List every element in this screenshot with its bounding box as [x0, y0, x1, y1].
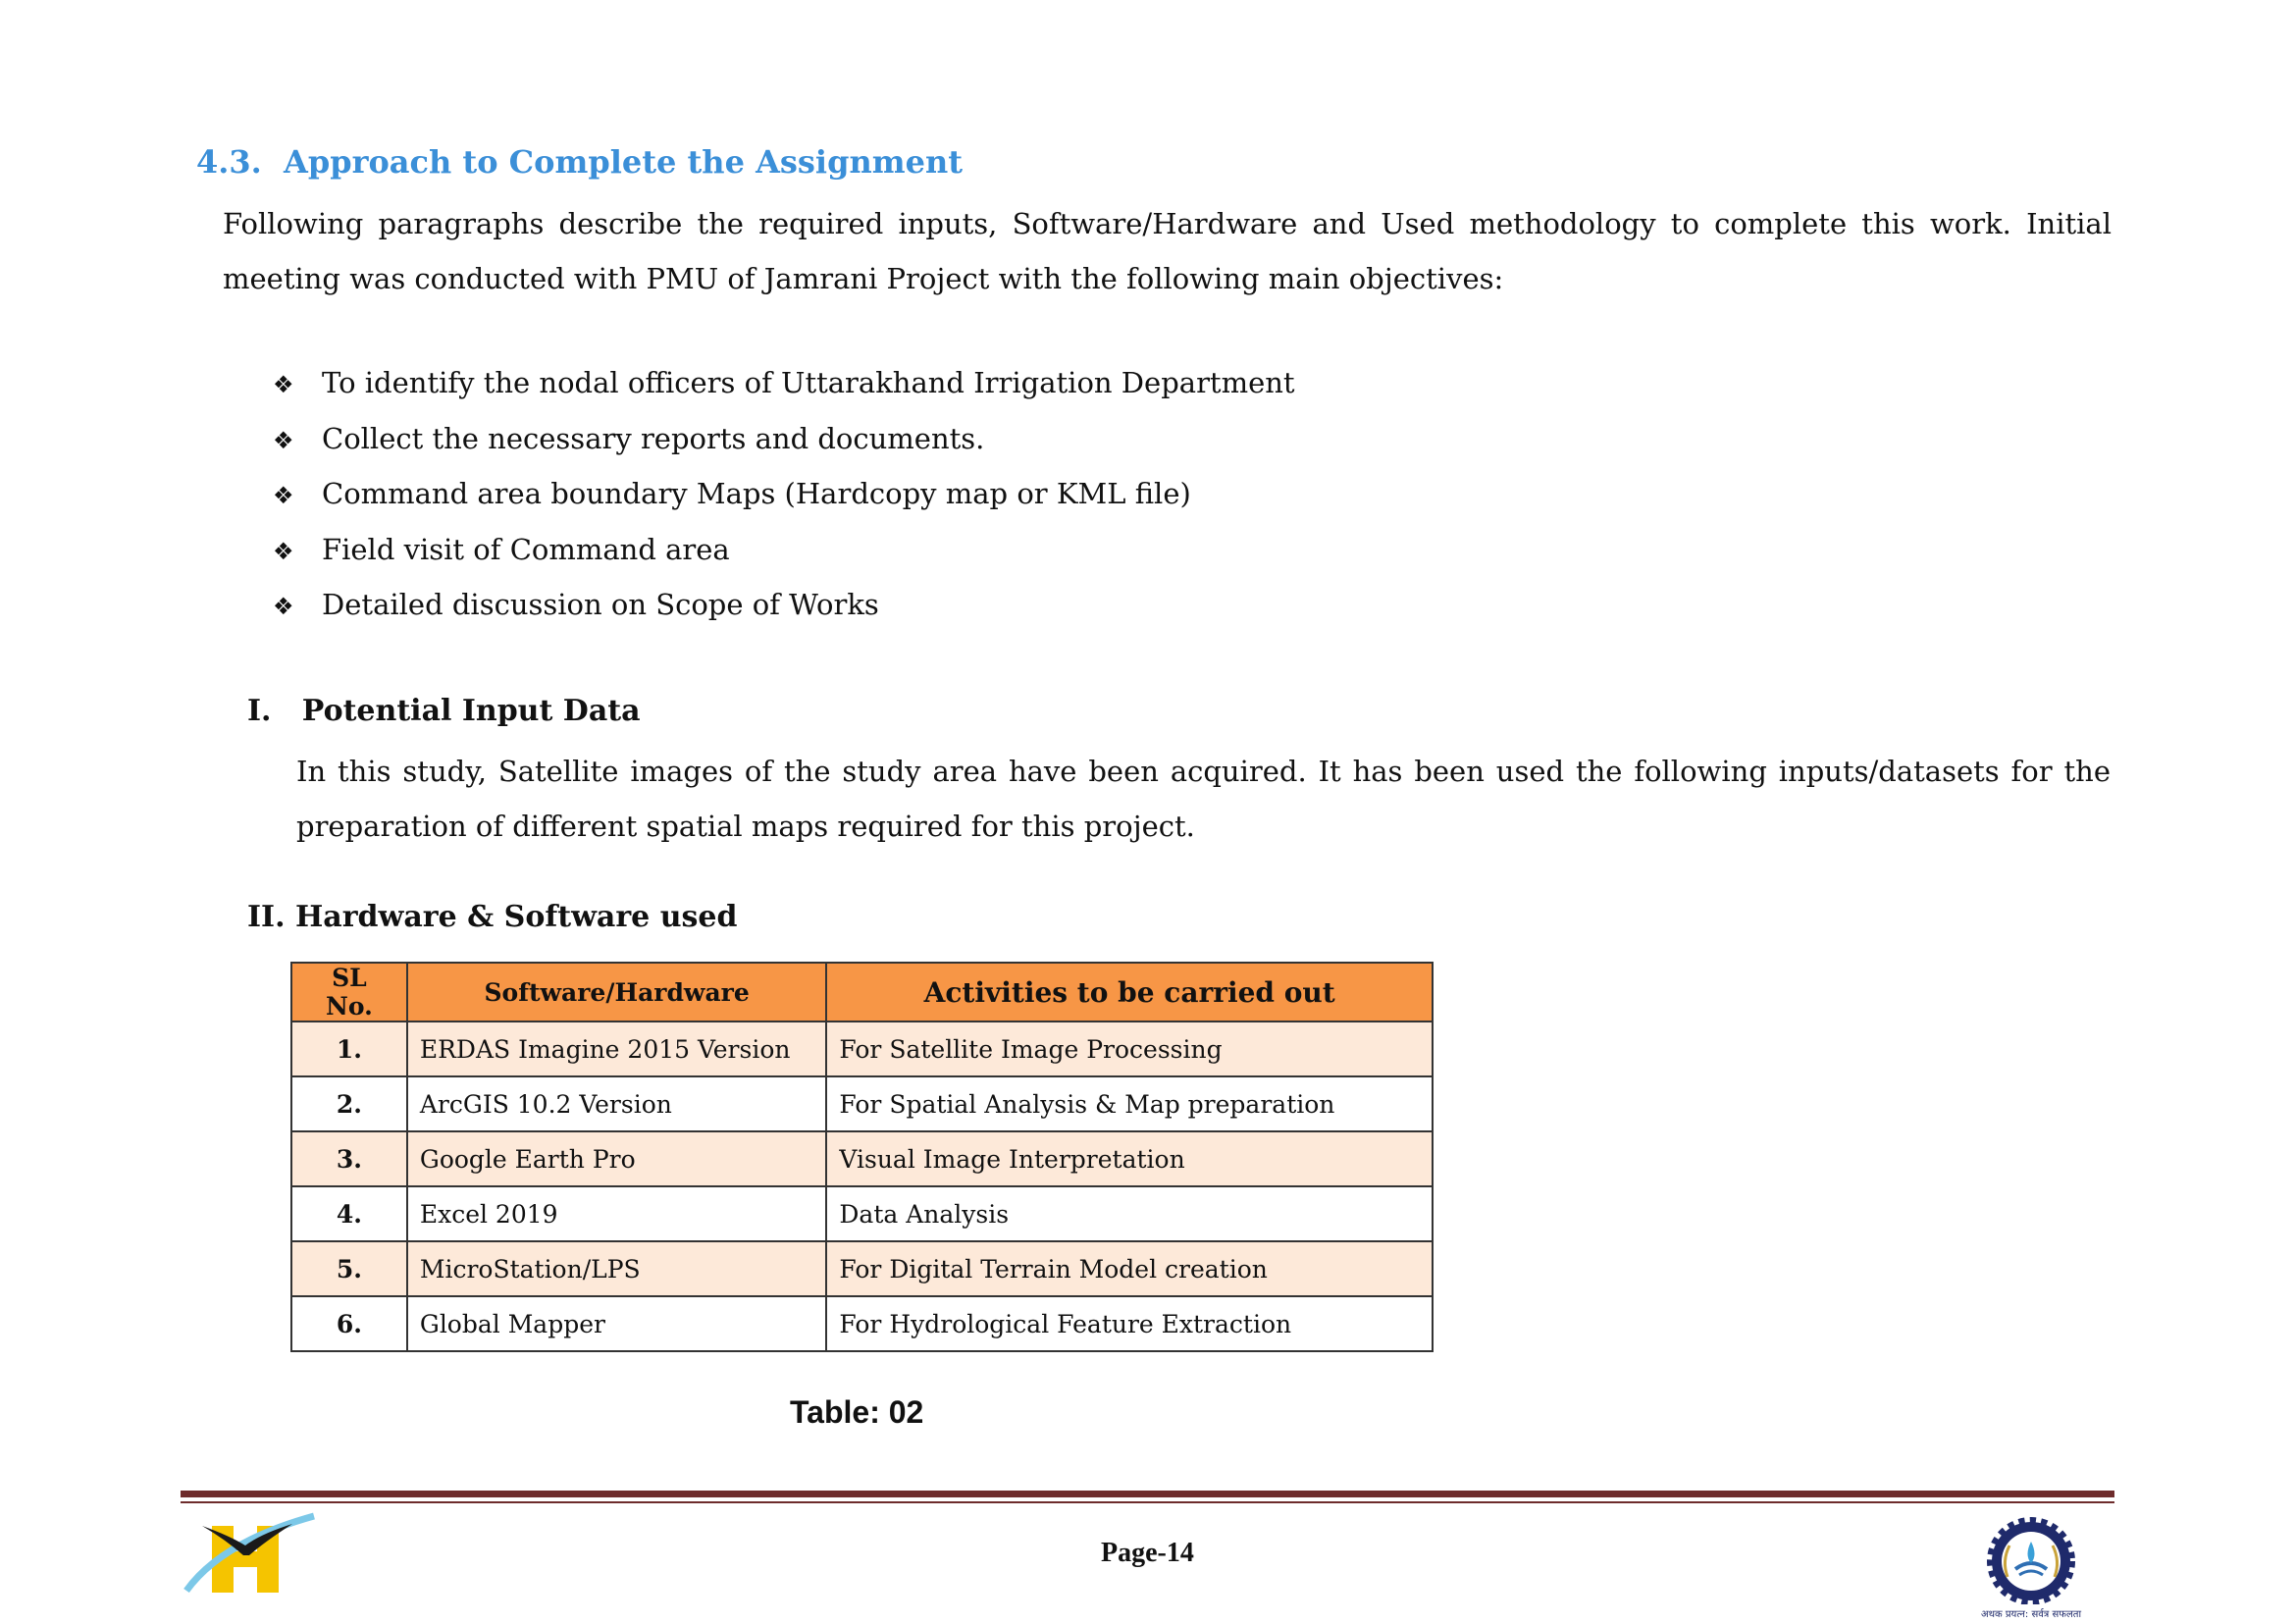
table-row	[291, 1186, 1433, 1241]
objective-text: Detailed discussion on Scope of Works	[322, 588, 879, 621]
list-item	[273, 466, 1295, 522]
page-number: Page-14	[1101, 1538, 1194, 1568]
section-title: Approach to Complete the Assignment	[284, 143, 963, 181]
table-caption: Table: 02	[790, 1394, 924, 1430]
table-row	[291, 1241, 1433, 1296]
activity-cell: For Satellite Image Processing	[826, 1022, 1433, 1076]
department-seal-icon	[1967, 1516, 2095, 1624]
column-header-sl: SL No.	[291, 963, 407, 1022]
software-cell: ArcGIS 10.2 Version	[407, 1076, 827, 1131]
objective-text: To identify the nodal officers of Uttarakhand Irrigation Department	[322, 366, 1295, 399]
activity-cell: For Hydrological Feature Extraction	[826, 1296, 1433, 1351]
list-item	[273, 411, 1295, 467]
section-number: 4.3.	[196, 143, 262, 181]
sl-cell: 2.	[291, 1076, 407, 1131]
hardware-heading: II. Hardware & Software used	[247, 900, 738, 934]
objective-text: Command area boundary Maps (Hardcopy map or KML file)	[322, 477, 1191, 510]
objective-text: Field visit of Command area	[322, 532, 730, 566]
company-logo-icon	[183, 1512, 316, 1595]
software-cell: Google Earth Pro	[407, 1131, 827, 1186]
footer-rule-thin	[181, 1501, 2114, 1503]
sl-cell: 3.	[291, 1131, 407, 1186]
objectives-list	[273, 355, 1295, 633]
list-item	[273, 577, 1295, 633]
diamond-bullet-icon: ❖	[273, 482, 294, 509]
seal-motto: अथक प्रयत्न: सर्वत्र सफलता	[1980, 1609, 2082, 1620]
activity-cell: For Spatial Analysis & Map preparation	[826, 1076, 1433, 1131]
table-row	[291, 1296, 1433, 1351]
column-header-activities: Activities to be carried out	[826, 963, 1433, 1022]
software-cell: MicroStation/LPS	[407, 1241, 827, 1296]
input-data-heading: I. Potential Input Data	[247, 694, 641, 728]
software-cell: Excel 2019	[407, 1186, 827, 1241]
column-header-software: Software/Hardware	[407, 963, 827, 1022]
objective-text: Collect the necessary reports and documents.	[322, 421, 985, 455]
intro-paragraph: Following paragraphs describe the required inputs, Software/Hardware and Used methodology to complete this work. Initial meeting was conducted with PMU of Jamrani Project with the following main objectives:	[223, 207, 2112, 295]
footer-rule-thick	[181, 1491, 2114, 1497]
table-header-row	[291, 963, 1433, 1022]
activity-cell: Data Analysis	[826, 1186, 1433, 1241]
activity-cell: Visual Image Interpretation	[826, 1131, 1433, 1186]
software-cell: Global Mapper	[407, 1296, 827, 1351]
sl-cell: 4.	[291, 1186, 407, 1241]
diamond-bullet-icon: ❖	[273, 537, 294, 565]
table-row	[291, 1076, 1433, 1131]
hardware-software-table	[290, 962, 1434, 1352]
input-data-paragraph: In this study, Satellite images of the study area have been acquired. It has been used the following inputs/datasets for the preparation of different spatial maps required for this project.	[296, 755, 2111, 843]
sl-cell: 6.	[291, 1296, 407, 1351]
diamond-bullet-icon: ❖	[273, 593, 294, 620]
list-item	[273, 355, 1295, 411]
table-row	[291, 1022, 1433, 1076]
list-item	[273, 522, 1295, 578]
sl-cell: 1.	[291, 1022, 407, 1076]
sl-cell: 5.	[291, 1241, 407, 1296]
activity-cell: For Digital Terrain Model creation	[826, 1241, 1433, 1296]
diamond-bullet-icon: ❖	[273, 426, 294, 454]
table-row	[291, 1131, 1433, 1186]
software-cell: ERDAS Imagine 2015 Version	[407, 1022, 827, 1076]
diamond-bullet-icon: ❖	[273, 371, 294, 398]
